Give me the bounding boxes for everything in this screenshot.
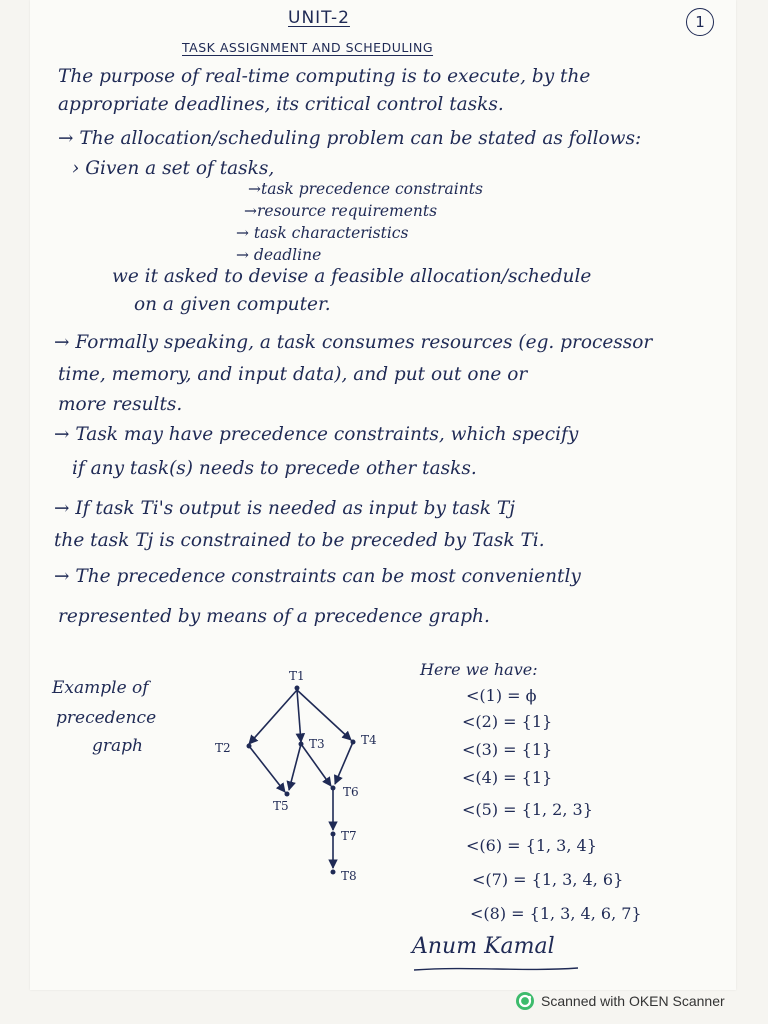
- text-line: on a given computer.: [134, 294, 331, 315]
- node-t6: [331, 786, 336, 791]
- text-line: we it asked to devise a feasible allocation/schedule: [112, 266, 592, 287]
- edge-t1-t4: [297, 690, 351, 740]
- graph-nodes: [247, 686, 356, 875]
- text-line: if any task(s) needs to precede other tasks.: [72, 458, 477, 479]
- text-line: → If task Ti's output is needed as input by task Tj: [54, 498, 515, 519]
- node-label-t5: T5: [273, 799, 289, 813]
- predecessor-item: <(3) = {1}: [462, 740, 553, 759]
- text-line: → Task may have precedence constraints, which specify: [54, 424, 579, 445]
- list-item: → deadline: [236, 246, 322, 264]
- scanner-text: Scanned with OKEN Scanner: [541, 993, 725, 1009]
- signature: Anum Kamal: [412, 934, 555, 959]
- node-t2: [247, 744, 252, 749]
- predecessor-item: <(5) = {1, 2, 3}: [462, 800, 593, 819]
- example-caption: precedence: [56, 708, 157, 728]
- edge-t1-t2: [249, 690, 297, 744]
- node-t8: [331, 870, 336, 875]
- predecessor-item: <(1) = ϕ: [466, 686, 537, 705]
- predecessor-item: <(2) = {1}: [462, 712, 553, 731]
- list-item: → task characteristics: [236, 224, 409, 242]
- node-t7: [331, 832, 336, 837]
- node-t1: [295, 686, 300, 691]
- edge-t2-t5: [249, 746, 285, 792]
- node-t3: [299, 742, 304, 747]
- node-label-t1: T1: [289, 669, 305, 683]
- node-label-t3: T3: [309, 737, 325, 751]
- node-t5: [285, 792, 290, 797]
- edge-t3-t5: [289, 744, 301, 790]
- text-line: appropriate deadlines, its critical control tasks.: [58, 94, 504, 115]
- text-line: › Given a set of tasks,: [72, 158, 275, 179]
- text-line: represented by means of a precedence graph.: [58, 606, 490, 627]
- predecessor-item: <(6) = {1, 3, 4}: [466, 836, 597, 855]
- text-line: → The allocation/scheduling problem can be stated as follows:: [58, 128, 642, 149]
- example-caption: graph: [92, 736, 143, 756]
- edge-t1-t3: [297, 690, 301, 742]
- node-label-t8: T8: [341, 869, 357, 883]
- graph-labels: [215, 669, 377, 883]
- unit-heading: UNIT-2: [288, 8, 350, 28]
- node-label-t2: T2: [215, 741, 231, 755]
- predecessor-item: <(4) = {1}: [462, 768, 553, 787]
- edge-t4-t6: [335, 742, 353, 784]
- page-title: TASK ASSIGNMENT AND SCHEDULING: [182, 40, 434, 55]
- text-line: → Formally speaking, a task consumes resources (eg. processor: [54, 332, 653, 353]
- node-t4: [351, 740, 356, 745]
- scanner-footer: [515, 990, 725, 1012]
- predecessor-item: <(7) = {1, 3, 4, 6}: [472, 870, 624, 889]
- node-label-t4: T4: [361, 733, 377, 747]
- oken-scanner-icon: [515, 991, 535, 1011]
- signature-underline: [412, 964, 582, 974]
- precedence-graph: [205, 660, 405, 890]
- page-number: 1: [686, 8, 714, 36]
- text-line: → The precedence constraints can be most conveniently: [54, 566, 581, 587]
- graph-edges: [249, 690, 353, 868]
- list-item: →resource requirements: [244, 202, 438, 220]
- text-line: more results.: [58, 394, 183, 415]
- text-line: time, memory, and input data), and put out one or: [58, 364, 528, 385]
- predecessor-heading: Here we have:: [420, 660, 538, 679]
- list-item: →task precedence constraints: [248, 180, 483, 198]
- example-caption: Example of: [52, 678, 149, 698]
- text-line: The purpose of real-time computing is to execute, by the: [58, 66, 591, 87]
- predecessor-item: <(8) = {1, 3, 4, 6, 7}: [470, 904, 642, 923]
- node-label-t6: T6: [343, 785, 359, 799]
- text-line: the task Tj is constrained to be preceded by Task Ti.: [54, 530, 545, 551]
- node-label-t7: T7: [341, 829, 357, 843]
